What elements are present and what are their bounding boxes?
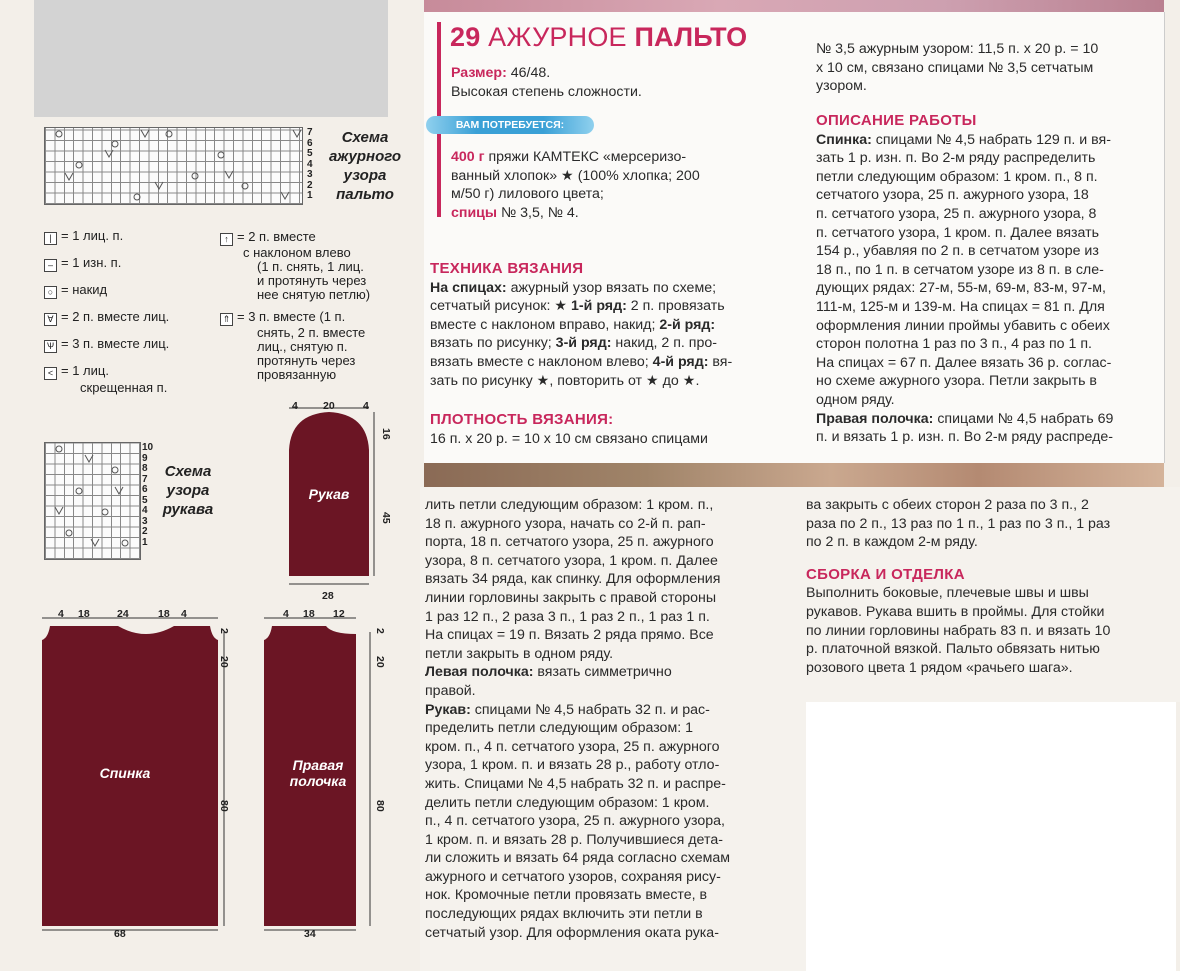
- back-label: Спинка: [99, 765, 151, 781]
- sleeve-dim-side: 4: [292, 400, 298, 412]
- legend-sk2p-3: протянуть через: [257, 353, 356, 368]
- twisted-stitch-symbol-icon: <: [44, 367, 57, 380]
- photo-strip-top: [424, 0, 1164, 12]
- legend-ssk-3: и протянуть через: [257, 273, 367, 288]
- yarn-over-symbol-icon: ○: [44, 286, 57, 299]
- legend-sk2p-1: снять, 2 п. вместе: [257, 325, 366, 340]
- back-dim-bottom: 68: [114, 928, 126, 940]
- front-dim-3: 12: [333, 608, 345, 620]
- back-dim-top: 2: [218, 628, 230, 634]
- lace-chart-title: Схема ажурного узора пальто: [328, 129, 402, 203]
- size-block: Размер: 46/48. Высокая степень сложности.: [451, 65, 642, 100]
- legend-twisted-cont: скрещенная п.: [80, 380, 168, 395]
- legend-k3tog: Ѱ = 3 п. вместе лиц.: [44, 336, 224, 353]
- materials-block: 400 г пряжи КАМТЕКС «мерсеризо- ванный хлопок» ★ (100% хлопка; 200 м/50 г) лилового цвета; спицы № 3,5, № 4.: [451, 149, 700, 221]
- legend-sk2p-4: провязанную: [257, 367, 337, 382]
- legend-k2tog: ∀ = 2 п. вместе лиц.: [44, 309, 224, 326]
- knit-symbol-icon: |: [44, 232, 57, 245]
- legend-sk2p-2: лиц., снятую п.: [257, 339, 348, 354]
- front-dim-top: 2: [374, 628, 386, 634]
- k3tog-symbol-icon: Ѱ: [44, 340, 57, 353]
- sleeve-dim-top: 20: [323, 400, 335, 412]
- back-dim-5: 4: [181, 608, 187, 620]
- back-dim-1: 4: [58, 608, 64, 620]
- k2tog-symbol-icon: ∀: [44, 313, 57, 326]
- legend-knit: | = 1 лиц. п.: [44, 228, 224, 245]
- symbol-legend-left: [44, 228, 224, 395]
- front-dim-height: 80: [374, 800, 386, 812]
- lace-pattern-chart: [44, 127, 303, 205]
- sleeve-dim-cap: 16: [380, 428, 392, 440]
- sk2p-symbol-icon: ⇑: [220, 313, 233, 326]
- sleeve-chart-title: Схема узора рукава: [162, 463, 214, 518]
- need-badge: ВАМ ПОТРЕБУЕТСЯ:: [426, 116, 594, 134]
- legend-ssk-2: (1 п. снять, 1 лиц.: [257, 259, 364, 274]
- sleeve-chart-row-numbers: 10 9 8 7 6 5 4 3 2 1: [142, 442, 154, 548]
- sleeve-pattern-chart: [44, 442, 141, 560]
- front-dim-bottom: 34: [304, 928, 316, 940]
- sleeve-dim-bottom: 28: [322, 590, 334, 602]
- symbol-legend-right: [220, 230, 410, 382]
- lower-column-2: ва закрыть с обеих сторон 2 раза по 3 п., 2 раза по 2 п., 13 раз по 1 п., 1 раз по 3 п., 1 раз по 2 п. в каждом 2-м ряду. СБОРКА И ОТДЕЛКА Выполнить боковые, плечевые швы и швы рукавов. Рукава вшить в проймы. Для стойки по линии горловины набрать 83 п. и вязать 10 р. платочной вязкой. Пальто обвязать нитью розового цвета 1 рядом «рачьего шага».: [806, 497, 1111, 676]
- sleeve-dim-height: 45: [380, 512, 392, 524]
- back-dim-armhole: 20: [218, 656, 230, 668]
- sleeve-label: Рукав: [308, 486, 350, 502]
- technique-block: ТЕХНИКА ВЯЗАНИЯ На спицах: ажурный узор вязать по схеме; сетчатый рисунок: ★ 1-й ряд: 2 п. провязать вместе с наклоном вправо, накид; 2-й ряд: вязать по рисунку; 3-й ряд: накид, 2 п. про- вязать вместе с наклоном влево; 4-й ряд: вя- зать по рисунку ★, повторить от ★ до ★.: [430, 260, 733, 389]
- blank-gray-area: [34, 0, 388, 117]
- back-dim-3: 24: [117, 608, 129, 620]
- lower-column-1: лить петли следующим образом: 1 кром. п., 18 п. ажурного узора, начать со 2-й п. рап- порта, 18 п. сетчатого узора, 25 п. ажурного узора, 8 п. сетчатого узора, 1 кром. п. Далее вязать 34 ряда, как спинку. Для оформления линии горловины закрыть с правой стороны 1 раз 12 п., 2 раза 3 п., 1 раз 2 п., 1 раз 1 п. На спицах = 19 п. Вязать 2 ряда прямо. Все петли закрыть в одном ряду. Левая полочка: вязать симметрично правой. Рукав: спицами № 4,5 набрать 32 п. и рас- пределить петли следующим образом: 1 кром. п., 4 п. сетчатого узора, 25 п. ажурного узора, 1 кром. п. и вязать 28 р., работу отло- жить. Спицами № 4,5 набрать 32 п. и распре- делить петли следующим образом: 1 кром. п., 4 п. сетчатого узора, 25 п. ажурного узора, 1 кром. п. и вязать 28 р. Получившиеся дета- ли сложить и вязать 64 ряда согласно схемам ажурного и сетчатого узоров, сохраняя рису- нок. Кромочные петли провязать вместе, в последующих рядах включить эти петли в сетчатый узор. Для оформления оката рука-: [425, 497, 730, 941]
- ssk-symbol-icon: ↑: [220, 233, 233, 246]
- page-title: 29 АЖУРНОЕ ПАЛЬТО: [450, 22, 748, 52]
- legend-purl: – = 1 изн. п.: [44, 255, 224, 272]
- legend-yarn-over: ○ = накид: [44, 282, 224, 299]
- legend-ssk-4: нее снятую петлю): [257, 287, 371, 302]
- front-label: Правая полочка: [289, 757, 347, 789]
- work-description: ОПИСАНИЕ РАБОТЫ Спинка: спицами № 4,5 набрать 129 п. и вя- зать 1 р. изн. п. Во 2-м ряду распределить петли следующим образом: 1 кром. п., 8 п. сетчатого узора, 25 п. ажурного узора, 18 п. сетчатого узора, 25 п. ажурного узора, 8 п. сетчатого узора, 1 кром. п. Далее вязать 154 р., убавляя по 2 п. в сетчатом узоре из 18 п., по 1 п. в сетчатом узоре из 8 п. в сле- дующих рядах: 27-м, 55-м, 69-м, 83-м, 97-м, 111-м, 125-м и 139-м. На спицах = 81 п. Для оформления линии проймы убавить с обеих сторон полотна 1 раз по 3 п., 4 раз по 1 п. На спицах = 67 п. Далее вязать 36 р. соглас- но схеме ажурного узора. Петли закрыть в одном ряду. Правая полочка: спицами № 4,5 набрать 69 п. и вязать 1 р. изн. п. Во 2-м ряду распреде-: [816, 112, 1114, 446]
- back-dim-height: 80: [218, 800, 230, 812]
- legend-sk2p: ⇑ = 3 п. вместе (1 п.: [220, 310, 410, 326]
- legend-twisted: < = 1 лиц.: [44, 363, 224, 380]
- legend-ssk: ↑ = 2 п. вместе: [220, 230, 410, 246]
- front-dim-armhole: 20: [374, 656, 386, 668]
- lace-chart-row-numbers: 7 6 5 4 3 2 1: [307, 127, 313, 201]
- front-dim-2: 18: [303, 608, 315, 620]
- lace-chart-symbols: [45, 128, 302, 204]
- sleeve-dim-side2: 4: [363, 400, 369, 412]
- legend-ssk-1: с наклоном влево: [243, 245, 351, 260]
- density-continued: № 3,5 ажурным узором: 11,5 п. х 20 р. = 10 х 10 см, связано спицами № 3,5 сетчатым узором.: [816, 41, 1099, 95]
- blank-white-area: [806, 702, 1176, 971]
- purl-symbol-icon: –: [44, 259, 57, 272]
- density-block: ПЛОТНОСТЬ ВЯЗАНИЯ: 16 п. х 20 р. = 10 х 10 см связано спицами: [430, 411, 708, 447]
- back-dim-4: 18: [158, 608, 170, 620]
- sleeve-schematic: [285, 400, 395, 610]
- photo-strip: [424, 463, 1164, 487]
- sleeve-chart-symbols: [45, 443, 140, 559]
- front-dim-1: 4: [283, 608, 289, 620]
- back-dim-2: 18: [78, 608, 90, 620]
